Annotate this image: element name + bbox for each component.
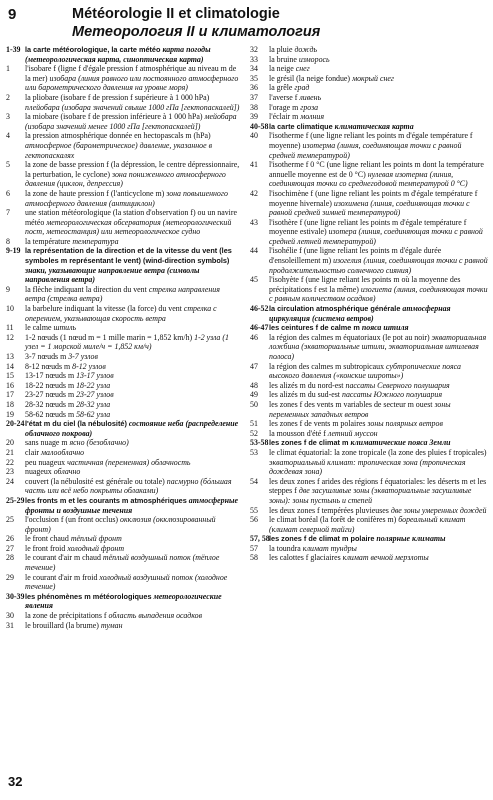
entry-number: 35: [250, 73, 258, 83]
entry-heading: [6, 496, 242, 515]
entry: [250, 189, 489, 218]
term-fr: nuageux: [25, 467, 52, 477]
term-fr: les ceintures f de calme m: [269, 323, 360, 333]
entry: [6, 400, 242, 410]
entry: [6, 621, 242, 631]
term-ru: климатическая карта: [334, 121, 414, 131]
entry: [250, 477, 489, 506]
term-ru: холодный воздушный поток (холодное течение): [25, 572, 228, 592]
entry: [250, 448, 489, 477]
entry: [250, 246, 489, 275]
entry-number: 45: [250, 275, 258, 285]
term-ru: снег: [295, 64, 310, 74]
term-fr: le climat boréal (la forêt de conifères m): [269, 515, 397, 525]
page-title-fr: Météorologie II et climatologie: [72, 6, 280, 22]
entry-number: 56: [250, 515, 258, 525]
term-fr: l'occlusion f (un front occlus): [25, 515, 119, 525]
entry-number: 1-39: [6, 45, 21, 54]
entry-number: 4: [6, 131, 10, 141]
entry: [6, 458, 242, 468]
term-fr: la grêle: [269, 83, 293, 93]
term-fr: le grésil (la neige fondue): [269, 73, 351, 83]
term-fr: les deux zones f arides des régions f équatoriales: les déserts m et les steppes f: [269, 476, 487, 496]
term-fr: les alizés m du sud-est: [269, 390, 341, 400]
entry-number: 57, 58: [250, 534, 270, 544]
term-fr: le front chaud: [25, 534, 69, 544]
term-fr: sans nuage m: [25, 438, 68, 448]
entry-heading: [250, 122, 489, 132]
entry: [6, 362, 242, 372]
entry-number: 46: [250, 332, 258, 342]
term-fr: les zones f de climat m polaire: [269, 534, 375, 544]
term-ru: холодный фронт: [67, 543, 125, 553]
term-fr: la miobare (isobare f de pression inférieure à 1 000 hPa): [25, 112, 203, 122]
entry-number: 58: [250, 553, 258, 563]
entry-number: 43: [250, 217, 258, 227]
term-fr: la toundra: [269, 543, 301, 553]
term-fr: la carte météorologique, la carte météo: [25, 45, 161, 54]
entry-number: 48: [250, 380, 258, 390]
term-ru: частичная (переменная) облачность: [67, 457, 191, 467]
entry-number: 9-19: [6, 246, 21, 256]
term-ru: молния: [300, 112, 324, 122]
entry: [6, 189, 242, 208]
term-fr: les deux zones f tempérées pluvieuses: [269, 505, 389, 515]
term-fr: 18-22 nœuds m: [25, 380, 75, 390]
entry-number: 46-52: [250, 304, 269, 314]
entry: [6, 304, 242, 323]
term-fr: 13-17 nœuds m: [25, 371, 75, 381]
entry-number: 31: [6, 620, 14, 630]
term-ru: изогиета (линия, соединяющая точки с равным количеством осадков): [269, 284, 488, 304]
entry: [6, 160, 242, 189]
entry: [6, 611, 242, 621]
term-ru: зона пониженного атмосферного давления (циклон, депрессия): [25, 169, 226, 189]
entry-heading: [6, 419, 242, 438]
entry: [250, 419, 489, 429]
entry: [6, 333, 242, 352]
entry-number: 25-29: [6, 495, 25, 505]
entry: [6, 438, 242, 448]
term-fr: 28-32 nœuds m: [25, 399, 75, 409]
entry: [6, 573, 242, 592]
entry: [6, 534, 242, 544]
term-fr: la neige: [269, 64, 294, 74]
term-fr: les zones f de climat m: [269, 438, 349, 448]
term-ru: малооблачно: [41, 447, 85, 457]
term-fr: la circulation atmosphérique générale: [269, 304, 401, 314]
entry-number: 37: [250, 92, 258, 102]
entry: [6, 208, 242, 237]
term-ru: две зоны умеренных дождей: [390, 505, 487, 515]
term-ru: 23-27 узлов: [76, 390, 114, 400]
term-fr: le brouillard (la brume): [25, 620, 99, 630]
entry-number: 20: [6, 438, 14, 448]
term-fr: 58-62 nœuds m: [25, 409, 75, 419]
entry: [250, 390, 489, 400]
entry-number: 44: [250, 246, 258, 256]
entry: [250, 160, 489, 189]
entry: [250, 218, 489, 247]
term-fr: l'éclair m: [269, 112, 299, 122]
entry: [6, 448, 242, 458]
term-fr: la pluie: [269, 45, 293, 54]
entry-number: 29: [6, 572, 14, 582]
term-ru: стрелка направления ветра (стрелка ветра): [25, 284, 220, 304]
term-fr: la température: [25, 236, 71, 246]
entry-number: 20-24: [6, 419, 25, 429]
entry-number: 13: [6, 352, 14, 361]
term-fr: la flèche indiquant la direction du vent: [25, 284, 147, 294]
entry-number: 12: [6, 332, 14, 342]
entry-number: 24: [6, 476, 14, 486]
entry: [250, 103, 489, 113]
entry: [6, 477, 242, 496]
entry-number: 21: [6, 447, 14, 457]
entry-number: 40-58: [250, 121, 269, 131]
entry: [6, 410, 242, 420]
entry-heading: [250, 304, 489, 323]
term-ru: туман: [100, 620, 123, 630]
term-fr: l'isotherme f 0 °C (une ligne reliant les points m dont la température annuelle moyenne est de 0 °C): [269, 160, 484, 179]
term-ru: нулевая изотерма (линия, соединяющая точки со среднегодовой температурой 0 °C): [269, 169, 468, 189]
entry-number: 36: [250, 83, 258, 93]
term-fr: la région des calmes m subtropicaux: [269, 361, 385, 371]
entry-number: 25: [6, 515, 14, 525]
page-number: 32: [8, 774, 23, 789]
entry: [6, 131, 242, 160]
entry-number: 14: [6, 361, 14, 371]
term-fr: 3-7 nœuds m: [25, 352, 67, 361]
term-fr: le courant d'air m chaud: [25, 553, 101, 563]
term-ru: полярные климаты: [376, 534, 446, 544]
term-ru: ясно (безоблачно): [69, 438, 129, 448]
term-ru: летний муссон: [327, 428, 378, 438]
entry-number: 28: [6, 553, 14, 563]
term-ru: экваториальный климат: тропическая зона (тропическая дождевая зона): [269, 457, 466, 477]
term-ru: мокрый снег: [352, 73, 394, 83]
term-fr: les calottes f glaciaires: [269, 553, 341, 563]
term-ru: пасмурно (бóльшая часть или всё небо покрыты облаками): [25, 476, 232, 496]
term-fr: peu nuageux: [25, 457, 66, 467]
term-ru: 1-2 узла (1 узел = 1 морской миле/ч = 1,852 км/ч): [25, 332, 229, 352]
entry: [250, 93, 489, 103]
entry-number: 22: [6, 457, 14, 467]
term-fr: le front froid: [25, 543, 66, 553]
entry-number: 55: [250, 505, 258, 515]
term-fr: la région des calmes m équatoriaux (le pot au noir): [269, 332, 430, 342]
entry-number: 10: [6, 304, 14, 314]
entry-number: 1: [6, 64, 10, 74]
entry: [6, 237, 242, 247]
term-fr: l'isochimène f (une ligne reliant les points m d'égale température f moyenne hivernale): [269, 188, 478, 208]
entry-number: 27: [6, 543, 14, 553]
entry-heading: [6, 246, 242, 284]
term-ru: изотера (линия, соединяющая точки с равной средней летней температурой): [269, 227, 483, 246]
term-ru: град: [294, 83, 310, 93]
term-ru: субтропические пояса высокого давления («конские широты»): [269, 361, 461, 381]
entry-number: 53: [250, 447, 258, 457]
entry: [250, 553, 489, 563]
entry: [250, 74, 489, 84]
term-ru: зоны полярных ветров: [367, 419, 443, 429]
entry-number: 23: [6, 467, 14, 477]
entry: [250, 64, 489, 74]
term-fr: la zone de précipitations f: [25, 611, 107, 621]
entry-number: 57: [250, 543, 258, 553]
term-fr: l'état m du ciel (la nébulosité): [25, 419, 127, 429]
term-ru: 3-7 узлов: [68, 352, 98, 361]
term-fr: l'isothère f (une ligne reliant les points m d'égale température f moyenne estivale): [269, 217, 467, 237]
term-ru: пассаты Южного полушария: [342, 390, 443, 400]
term-fr: la mousson d'été f: [269, 428, 326, 438]
entry-number: 19: [6, 409, 14, 419]
term-fr: la pliobare (isobare f de pression f supérieure à 1 000 hPa): [25, 92, 210, 102]
term-ru: окклюзия (окклюзированный фронт): [25, 515, 216, 534]
term-fr: la zone de haute pression f (l'anticyclone m): [25, 188, 165, 198]
entry-heading: [250, 534, 489, 544]
term-fr: la pression atmosphérique donnée en hectopascals m (hPa): [25, 131, 211, 141]
term-fr: couvert (la nébulosité est générale ou totale): [25, 476, 165, 486]
term-fr: l'averse f: [269, 92, 298, 102]
term-fr: la carte climatique: [269, 121, 333, 131]
entry-number: 2: [6, 92, 10, 102]
term-fr: clair: [25, 447, 40, 457]
entry-number: 33: [250, 54, 258, 64]
entry-heading: [6, 592, 242, 611]
section-number: 9: [8, 6, 17, 23]
term-ru: 18-22 узла: [76, 380, 111, 390]
entry-number: 9: [6, 284, 10, 294]
entry: [250, 275, 489, 304]
entry-number: 50: [250, 399, 258, 409]
entry: [6, 553, 242, 572]
entry-number: 49: [250, 390, 258, 400]
entry: [6, 467, 242, 477]
term-ru: мейобара (изобара значений менее 1000 гПа [гектопаскалей]): [25, 112, 237, 131]
term-ru: 28-32 узла: [76, 399, 111, 409]
entry: [250, 429, 489, 439]
term-ru: атмосферные фронты и воздушные течения: [25, 495, 238, 515]
term-ru: тёплый фронт: [70, 534, 122, 544]
left-column: [6, 45, 242, 630]
term-fr: les phénomènes m météorologiques: [25, 591, 152, 601]
entry: [250, 45, 489, 55]
term-fr: les zones f de vents m polaires: [269, 419, 366, 429]
term-ru: изохимена (линия, соединяющая точки с равной средней зимней температурой): [269, 198, 470, 218]
term-fr: la zone de basse pression f (la dépression, le centre dépressionnaire, la perturbation, le cyclone): [25, 160, 240, 179]
entry-number: 42: [250, 188, 258, 198]
term-fr: les fronts m et les courants m atmosphériques: [25, 495, 187, 505]
term-ru: состояние неба (распределение облачного покрова): [25, 419, 239, 438]
term-ru: температура: [72, 236, 119, 246]
term-ru: штиль: [53, 323, 77, 333]
term-ru: пояса штиля: [361, 323, 409, 333]
entry-number: 6: [6, 188, 10, 198]
entry-number: 34: [250, 64, 258, 74]
entry-heading: [6, 45, 242, 64]
term-ru: область выпадения осадков: [108, 611, 203, 621]
term-ru: облачно: [53, 467, 81, 477]
term-ru: гроза: [300, 102, 319, 112]
term-fr: l'isotherme f (une ligne reliant les points m d'égale température f moyenne): [269, 131, 473, 150]
term-ru: зона повышенного атмосферного давления (антициклон): [25, 188, 228, 208]
term-fr: l'orage m: [269, 102, 299, 112]
term-ru: дождь: [294, 45, 318, 54]
entry-heading: [250, 323, 489, 333]
entry-number: 7: [6, 208, 10, 218]
term-ru: тёплый воздушный поток (тёплое течение): [25, 553, 220, 573]
entry-number: 54: [250, 476, 258, 486]
term-ru: изотерма (линия, соединяющая точки с равной средней температурой): [269, 140, 462, 160]
term-ru: климат вечной мерзлоты: [342, 553, 429, 563]
entry-number: 30-39: [6, 591, 25, 601]
entry: [250, 381, 489, 391]
entry: [6, 544, 242, 554]
entry-number: 16: [6, 380, 14, 390]
entry-number: 46-47: [250, 323, 269, 333]
entry: [6, 390, 242, 400]
term-ru: карта погоды (метеорологическая карта, синоптическая карта): [25, 45, 211, 64]
entry: [250, 515, 489, 534]
page-title-ru: Метеорология II и климатология: [72, 24, 321, 40]
entry: [250, 362, 489, 381]
entry: [250, 112, 489, 122]
entry: [6, 323, 242, 333]
term-fr: l'isohyète f (une ligne reliant les points m où la moyenne des précipitations f est la même): [269, 275, 461, 294]
entry: [250, 506, 489, 516]
term-ru: метеорологическая обсерватория (метеорологический пост, метеостанция) или метеорологическое судно: [25, 217, 232, 237]
entry-number: 30: [6, 611, 14, 621]
term-ru: ливень: [299, 92, 322, 102]
term-ru: метеорологические явления: [25, 591, 222, 611]
entry-number: 47: [250, 361, 258, 371]
term-ru: климатические пояса Земли: [350, 438, 451, 448]
term-fr: la barbelure indiquant la vitesse (la force) du vent: [25, 304, 182, 314]
term-ru: стрелка с оперением, указывающая скорость ветра: [25, 304, 217, 323]
term-ru: бореальный климат (климат северной тайги): [269, 515, 466, 534]
entry-number: 52: [250, 428, 258, 438]
term-fr: le calme: [25, 323, 52, 333]
term-fr: la bruine: [269, 54, 297, 64]
entry: [6, 381, 242, 391]
term-ru: зоны переменных западных ветров: [269, 399, 451, 419]
term-fr: une station météorologique (la station d'observation f) ou un navire météo: [25, 208, 238, 227]
entry: [250, 55, 489, 65]
entry-number: 51: [250, 419, 258, 429]
entry-number: 3: [6, 112, 10, 122]
entry-number: 39: [250, 112, 258, 122]
entry: [6, 285, 242, 304]
entry-number: 38: [250, 102, 258, 112]
entry-heading: [250, 438, 489, 448]
term-ru: изогелия (линия, соединяющая точки с равной продолжительностью солнечного сияния): [269, 256, 488, 275]
term-fr: la représentation de la direction et de la vitesse du vent (les symboles m représentant le vent) (wind-direction symbols): [25, 246, 232, 266]
term-ru: плейобара (изобара значений свыше 1000 гПа [гектопаскалей]): [25, 102, 240, 112]
term-ru: 58-62 узла: [76, 409, 111, 419]
entry: [250, 83, 489, 93]
entry-number: 26: [6, 534, 14, 544]
entry: [6, 93, 242, 112]
term-ru: изобара (линия равного или постоянного атмосферного или барометрического давления на уровне моря): [25, 73, 239, 93]
term-ru: 8-12 узлов: [72, 361, 106, 371]
term-fr: l'isohélie f (une ligne reliant les points m d'égale durée d'ensoleillement m): [269, 246, 442, 266]
term-ru: 13-17 узлов: [76, 371, 114, 381]
entry: [6, 515, 242, 534]
term-ru: атмосферная циркуляция (система ветров): [269, 304, 451, 323]
term-fr: 1-2 nœuds (1 nœud m = 1 mille marin = 1,852 km/h): [25, 332, 193, 342]
entry-number: 15: [6, 371, 14, 381]
entry-number: 8: [6, 236, 10, 246]
term-fr: 8-12 nœuds m: [25, 361, 71, 371]
term-fr: le climat équatorial: la zone tropicale (la zone des pluies f tropicales): [269, 447, 487, 457]
entry: [250, 131, 489, 160]
term-ru: атмосферное (барометрическое) давление, указанное в гектопаскалях: [25, 140, 213, 160]
entry: [250, 333, 489, 362]
entry-number: 5: [6, 160, 10, 170]
entry: [6, 352, 242, 362]
entry: [6, 371, 242, 381]
term-ru: изморось: [298, 54, 330, 64]
entry: [250, 544, 489, 554]
term-fr: l'isobare f (ligne f d'égale pression f atmosphérique au niveau m de la mer): [25, 64, 237, 83]
entry: [250, 400, 489, 419]
entry-number: 32: [250, 45, 258, 54]
entry: [6, 64, 242, 93]
term-ru: экваториальная ложбина (экваториальные штили, экваториальная штилевая полоса): [269, 332, 487, 361]
term-ru: знаки, указывающие направление ветра (символы направления ветра): [25, 265, 200, 285]
entry: [6, 112, 242, 131]
term-fr: les zones f des vents m variables de secteur m ouest: [269, 399, 433, 409]
entry-number: 40: [250, 131, 258, 141]
entry-number: 17: [6, 390, 14, 400]
entry-number: 18: [6, 399, 14, 409]
term-fr: 23-27 nœuds m: [25, 390, 75, 400]
entry-number: 41: [250, 160, 258, 170]
term-fr: le courant d'air m froid: [25, 572, 98, 582]
term-fr: les alizés m du nord-est: [269, 380, 344, 390]
term-ru: две засушливые зоны (экваториальные засушливые зоны): зоны пустынь и степей: [269, 486, 472, 505]
right-column: [250, 45, 489, 563]
entry-number: 53-58: [250, 438, 269, 448]
term-ru: климат тундры: [302, 543, 357, 553]
entry-number: 11: [6, 323, 14, 333]
term-ru: пассаты Северного полушария: [345, 380, 450, 390]
